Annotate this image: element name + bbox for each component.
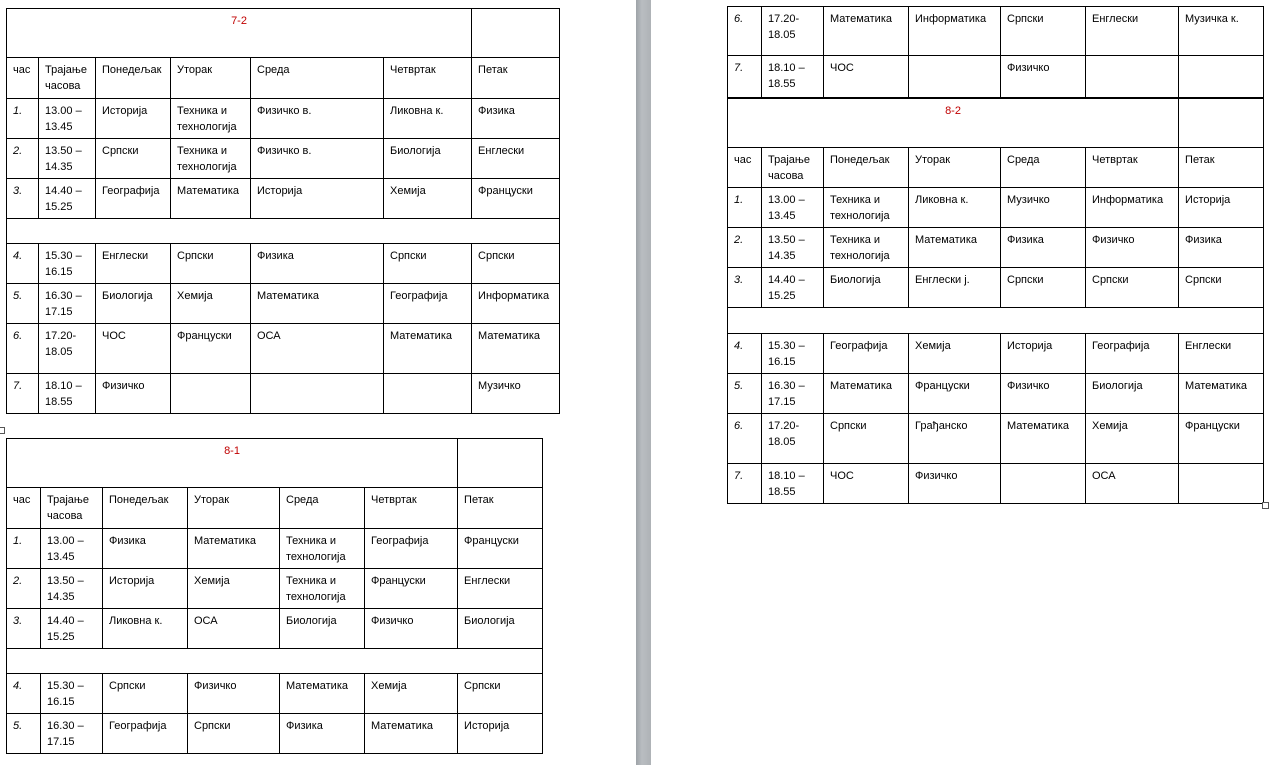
subject-cell: Српски: [1001, 7, 1086, 56]
schedule-table-8-1: [6, 438, 543, 754]
class-title-cell: [7, 9, 472, 58]
schedule-table-7-2: [6, 8, 560, 414]
period-number: 3.: [7, 609, 41, 649]
subject-cell: Грађанско: [909, 414, 1001, 464]
period-time: 13.00 – 13.45: [39, 99, 96, 139]
subject-cell: Енглески ј.: [909, 268, 1001, 308]
table-row: [7, 139, 560, 179]
period-time: 17.20- 18.05: [762, 414, 824, 464]
column-header: Трајање часова: [41, 488, 103, 529]
period-time: 13.50 – 14.35: [39, 139, 96, 179]
subject-cell: Историја: [96, 99, 171, 139]
table-row: [728, 268, 1264, 308]
subject-cell: Математика: [1001, 414, 1086, 464]
column-header: Уторак: [171, 58, 251, 99]
table-row: [7, 569, 543, 609]
period-time: 15.30 – 16.15: [41, 674, 103, 714]
period-time: 14.40 – 15.25: [762, 268, 824, 308]
column-header: Среда: [280, 488, 365, 529]
subject-cell: Математика: [824, 374, 909, 414]
table-row: [728, 414, 1264, 464]
period-number: 2.: [728, 228, 762, 268]
period-number: 2.: [7, 569, 41, 609]
subject-cell: Хемија: [171, 284, 251, 324]
break-row: [7, 219, 560, 244]
subject-cell: Српски: [458, 674, 543, 714]
break-cell: [728, 308, 1264, 334]
subject-cell: Физичко: [188, 674, 280, 714]
subject-cell: Француски: [458, 529, 543, 569]
subject-cell: Физичко: [909, 464, 1001, 504]
subject-cell: [1001, 464, 1086, 504]
subject-cell: Ликовна к.: [103, 609, 188, 649]
subject-cell: Хемија: [365, 674, 458, 714]
period-number: 4.: [7, 244, 39, 284]
period-number: 2.: [7, 139, 39, 179]
period-time: 14.40 – 15.25: [41, 609, 103, 649]
document-page-right: [651, 0, 1271, 765]
period-time: 17.20- 18.05: [39, 324, 96, 374]
column-header: Понедељак: [96, 58, 171, 99]
subject-cell: Биологија: [1086, 374, 1179, 414]
subject-cell: Математика: [188, 529, 280, 569]
subject-cell: Техника и технологија: [280, 569, 365, 609]
subject-cell: [1179, 464, 1264, 504]
period-number: 5.: [728, 374, 762, 414]
period-number: 7.: [728, 56, 762, 98]
subject-cell: Биологија: [458, 609, 543, 649]
subject-cell: Информатика: [909, 7, 1001, 56]
table-row: [728, 56, 1264, 98]
subject-cell: Биологија: [96, 284, 171, 324]
subject-cell: Техника и технологија: [171, 139, 251, 179]
subject-cell: Српски: [1086, 268, 1179, 308]
header-row: [7, 58, 560, 99]
period-time: 13.50 – 14.35: [41, 569, 103, 609]
subject-cell: Физичко: [1086, 228, 1179, 268]
column-header: Четвртак: [384, 58, 472, 99]
table-row: [7, 244, 560, 284]
title-row: [728, 99, 1264, 148]
table-row: [7, 609, 543, 649]
table-row: [7, 374, 560, 414]
subject-cell: ЧОС: [824, 464, 909, 504]
table-row: [728, 188, 1264, 228]
break-row: [728, 308, 1264, 334]
period-time: 18.10 – 18.55: [762, 464, 824, 504]
subject-cell: Географија: [824, 334, 909, 374]
subject-cell: Музичко: [1001, 188, 1086, 228]
subject-cell: Физичко в.: [251, 99, 384, 139]
subject-cell: Математика: [171, 179, 251, 219]
subject-cell: Физичко: [1001, 374, 1086, 414]
subject-cell: Биологија: [824, 268, 909, 308]
title-row: [7, 9, 560, 58]
subject-cell: Географија: [1086, 334, 1179, 374]
subject-cell: ОСА: [188, 609, 280, 649]
subject-cell: Историја: [251, 179, 384, 219]
period-number: 3.: [7, 179, 39, 219]
column-header: Четвртак: [1086, 148, 1179, 188]
subject-cell: Српски: [103, 674, 188, 714]
period-time: 18.10 – 18.55: [762, 56, 824, 98]
subject-cell: Историја: [103, 569, 188, 609]
subject-cell: Хемија: [909, 334, 1001, 374]
subject-cell: Математика: [280, 674, 365, 714]
title-row: [7, 439, 543, 488]
table-row: [728, 334, 1264, 374]
break-cell: [7, 649, 543, 674]
subject-cell: Историја: [1179, 188, 1264, 228]
subject-cell: Енглески: [1086, 7, 1179, 56]
subject-cell: [1179, 56, 1264, 98]
period-number: 1.: [7, 529, 41, 569]
table-row: [7, 284, 560, 324]
table-row: [7, 714, 543, 754]
period-number: 3.: [728, 268, 762, 308]
subject-cell: Биологија: [384, 139, 472, 179]
subject-cell: ОСА: [251, 324, 384, 374]
header-row: [7, 488, 543, 529]
table-row: [7, 99, 560, 139]
period-number: 6.: [728, 414, 762, 464]
subject-cell: Енглески: [458, 569, 543, 609]
page-gutter: [636, 0, 651, 765]
subject-cell: Физика: [1179, 228, 1264, 268]
column-header: Трајање часова: [762, 148, 824, 188]
column-header: Среда: [251, 58, 384, 99]
column-header: Уторак: [188, 488, 280, 529]
table-row: [7, 674, 543, 714]
subject-cell: Биологија: [280, 609, 365, 649]
subject-cell: ЧОС: [96, 324, 171, 374]
column-header: Понедељак: [824, 148, 909, 188]
subject-cell: Француски: [365, 569, 458, 609]
column-header: Понедељак: [103, 488, 188, 529]
subject-cell: Француски: [909, 374, 1001, 414]
column-header: Четвртак: [365, 488, 458, 529]
subject-cell: Српски: [384, 244, 472, 284]
period-time: 17.20- 18.05: [762, 7, 824, 56]
period-number: 6.: [728, 7, 762, 56]
subject-cell: Математика: [251, 284, 384, 324]
table-row: [7, 529, 543, 569]
subject-cell: Француски: [472, 179, 560, 219]
subject-cell: Географија: [365, 529, 458, 569]
subject-cell: Математика: [1179, 374, 1264, 414]
table-row: [7, 324, 560, 374]
subject-cell: Француски: [1179, 414, 1264, 464]
subject-cell: Ликовна к.: [909, 188, 1001, 228]
break-row: [7, 649, 543, 674]
class-title: 7-2: [231, 15, 247, 27]
subject-cell: [909, 56, 1001, 98]
subject-cell: Српски: [171, 244, 251, 284]
subject-cell: Физика: [1001, 228, 1086, 268]
table-row: [728, 374, 1264, 414]
period-time: 18.10 – 18.55: [39, 374, 96, 414]
subject-cell: Српски: [1179, 268, 1264, 308]
column-header: Петак: [458, 488, 543, 529]
subject-cell: ОСА: [1086, 464, 1179, 504]
subject-cell: Ликовна к.: [384, 99, 472, 139]
table-row: [728, 228, 1264, 268]
table-row: [728, 464, 1264, 504]
header-row: [728, 148, 1264, 188]
column-header: Петак: [1179, 148, 1264, 188]
column-header: Уторак: [909, 148, 1001, 188]
subject-cell: Математика: [472, 324, 560, 374]
subject-cell: [384, 374, 472, 414]
subject-cell: Географија: [103, 714, 188, 754]
empty-cell: [458, 439, 543, 488]
period-time: 16.30 – 17.15: [41, 714, 103, 754]
period-time: 15.30 – 16.15: [762, 334, 824, 374]
table-row: [7, 179, 560, 219]
class-title-cell: [7, 439, 458, 488]
subject-cell: Математика: [365, 714, 458, 754]
subject-cell: Српски: [188, 714, 280, 754]
period-number: 1.: [728, 188, 762, 228]
subject-cell: ЧОС: [824, 56, 909, 98]
subject-cell: Хемија: [1086, 414, 1179, 464]
subject-cell: Физика: [280, 714, 365, 754]
period-time: 16.30 – 17.15: [762, 374, 824, 414]
period-number: 5.: [7, 284, 39, 324]
subject-cell: Физика: [472, 99, 560, 139]
period-time: 16.30 – 17.15: [39, 284, 96, 324]
subject-cell: Физичко: [1001, 56, 1086, 98]
subject-cell: Енглески: [96, 244, 171, 284]
column-header: Петак: [472, 58, 560, 99]
column-header: час: [7, 58, 39, 99]
subject-cell: Енглески: [472, 139, 560, 179]
break-cell: [7, 219, 560, 244]
period-number: 6.: [7, 324, 39, 374]
subject-cell: Хемија: [188, 569, 280, 609]
empty-cell: [1179, 99, 1264, 148]
subject-cell: Физика: [103, 529, 188, 569]
subject-cell: Хемија: [384, 179, 472, 219]
period-number: 7.: [728, 464, 762, 504]
column-header: Среда: [1001, 148, 1086, 188]
subject-cell: Техника и технологија: [824, 188, 909, 228]
period-time: 13.00 – 13.45: [762, 188, 824, 228]
subject-cell: Српски: [96, 139, 171, 179]
subject-cell: Техника и технологија: [280, 529, 365, 569]
subject-cell: Историја: [458, 714, 543, 754]
subject-cell: Српски: [1001, 268, 1086, 308]
period-number: 7.: [7, 374, 39, 414]
subject-cell: Географија: [384, 284, 472, 324]
subject-cell: Информатика: [1086, 188, 1179, 228]
table-row: [728, 7, 1264, 56]
subject-cell: Математика: [909, 228, 1001, 268]
table-move-handle-icon[interactable]: [0, 427, 5, 434]
subject-cell: Техника и технологија: [171, 99, 251, 139]
subject-cell: Француски: [171, 324, 251, 374]
class-title: 8-2: [945, 105, 961, 117]
period-number: 5.: [7, 714, 41, 754]
schedule-table-8-2: [727, 98, 1264, 504]
subject-cell: Математика: [824, 7, 909, 56]
column-header: Трајање часова: [39, 58, 96, 99]
subject-cell: [251, 374, 384, 414]
subject-cell: [171, 374, 251, 414]
period-number: 4.: [7, 674, 41, 714]
subject-cell: Физичко: [365, 609, 458, 649]
column-header: час: [728, 148, 762, 188]
table-resize-handle-icon[interactable]: [1262, 502, 1269, 509]
subject-cell: Физика: [251, 244, 384, 284]
subject-cell: Историја: [1001, 334, 1086, 374]
subject-cell: [1086, 56, 1179, 98]
subject-cell: Информатика: [472, 284, 560, 324]
period-time: 13.00 – 13.45: [41, 529, 103, 569]
subject-cell: Музичко: [472, 374, 560, 414]
subject-cell: Српски: [824, 414, 909, 464]
column-header: час: [7, 488, 41, 529]
empty-cell: [472, 9, 560, 58]
subject-cell: Физичко: [96, 374, 171, 414]
period-time: 13.50 – 14.35: [762, 228, 824, 268]
period-time: 15.30 – 16.15: [39, 244, 96, 284]
subject-cell: Физичко в.: [251, 139, 384, 179]
subject-cell: Енглески: [1179, 334, 1264, 374]
subject-cell: Музичка к.: [1179, 7, 1264, 56]
schedule-table-8-1-continued: [727, 6, 1264, 98]
class-title: 8-1: [224, 445, 240, 457]
subject-cell: Српски: [472, 244, 560, 284]
subject-cell: Техника и технологија: [824, 228, 909, 268]
subject-cell: Географија: [96, 179, 171, 219]
class-title-cell: [728, 99, 1179, 148]
period-time: 14.40 – 15.25: [39, 179, 96, 219]
period-number: 4.: [728, 334, 762, 374]
period-number: 1.: [7, 99, 39, 139]
subject-cell: Математика: [384, 324, 472, 374]
